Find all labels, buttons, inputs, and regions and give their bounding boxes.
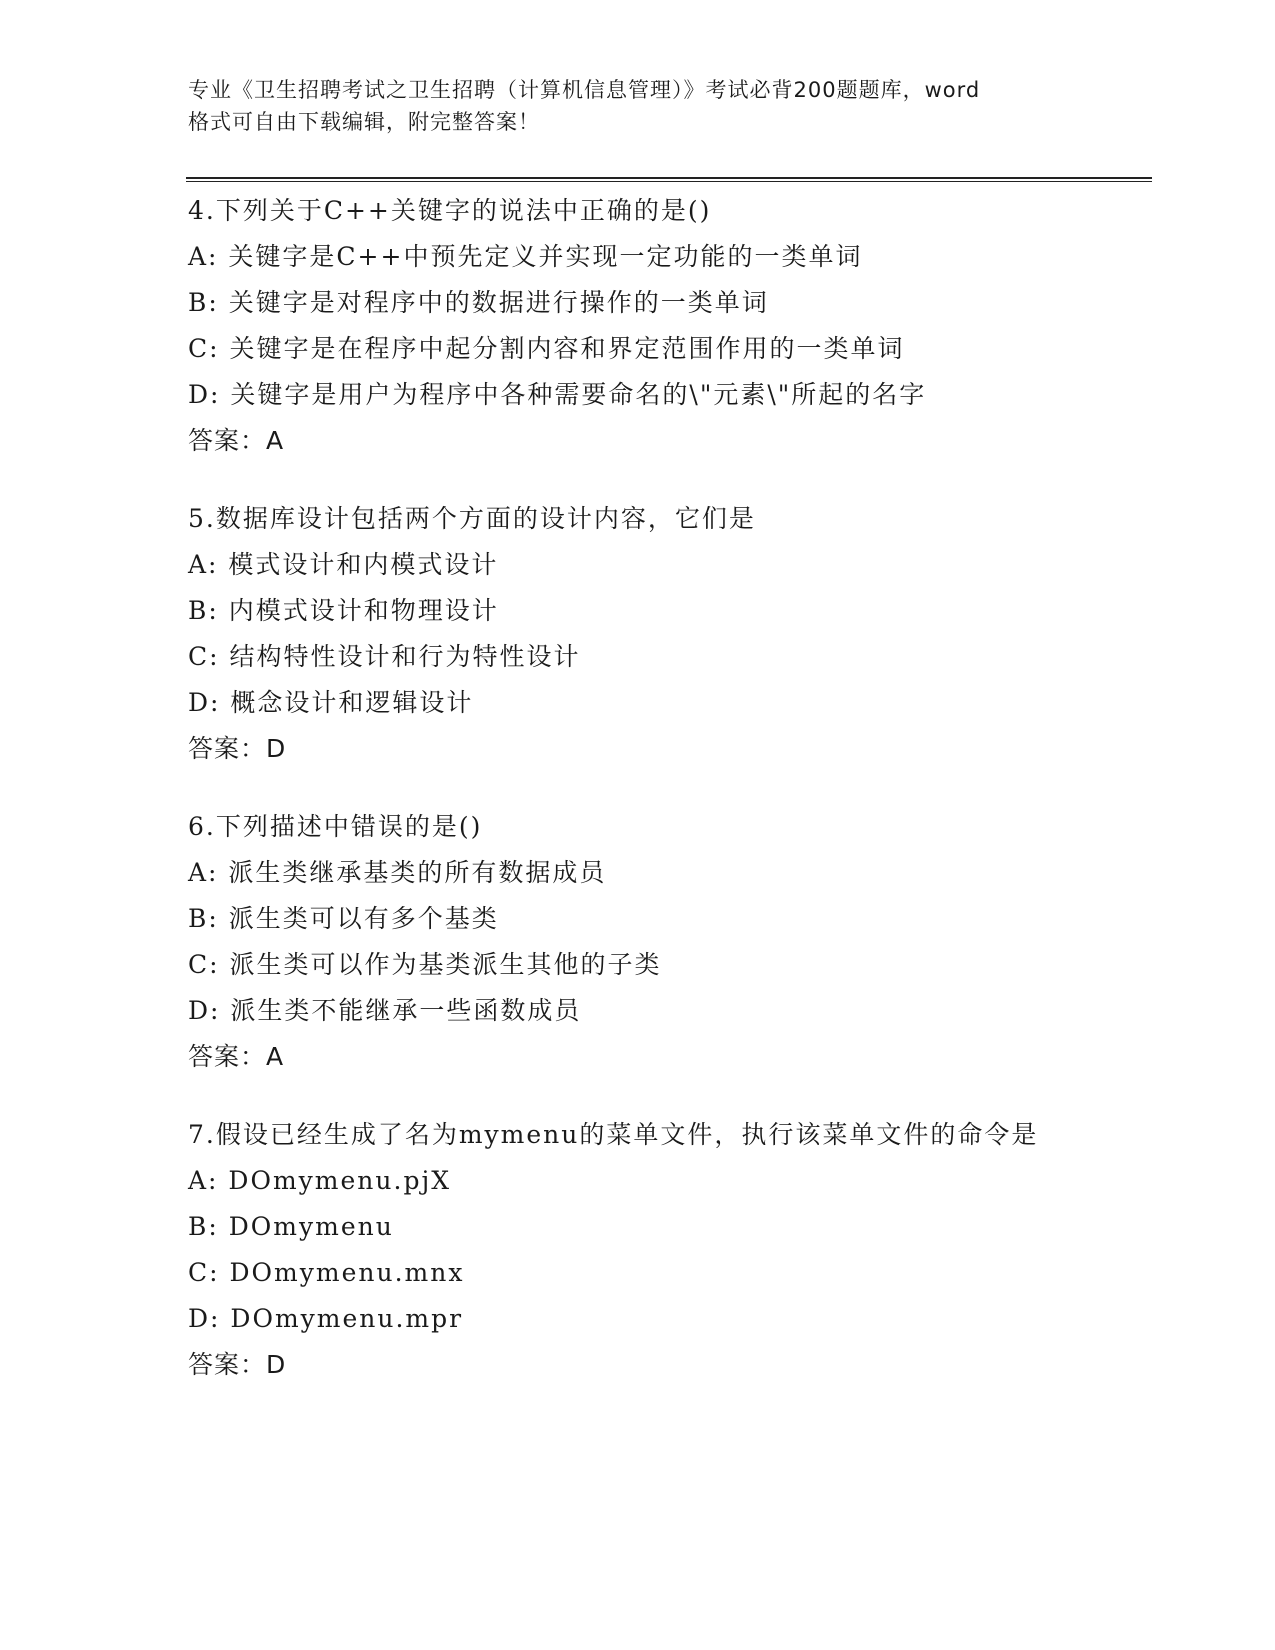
option-a: A: 关键字是C++中预先定义并实现一定功能的一类单词 [188, 242, 863, 271]
option-d: D: 概念设计和逻辑设计 [188, 688, 474, 717]
question-stem: 4.下列关于C++关键字的说法中正确的是() [188, 196, 712, 225]
option-d: D: 关键字是用户为程序中各种需要命名的\"元素\"所起的名字 [188, 380, 927, 409]
header-line-1: 专业《卫生招聘考试之卫生招聘（计算机信息管理）》考试必背200题题库，word [188, 78, 981, 102]
header-divider [186, 177, 1152, 182]
option-b: B: 关键字是对程序中的数据进行操作的一类单词 [188, 288, 769, 317]
answer: 答案：A [188, 1042, 285, 1071]
option-a: A: 模式设计和内模式设计 [188, 550, 499, 579]
option-d: D: DOmymenu.mpr [188, 1304, 464, 1333]
question-stem: 7.假设已经生成了名为mymenu的菜单文件，执行该菜单文件的命令是 [188, 1120, 1039, 1149]
question-7 [188, 1112, 1148, 1388]
question-5 [188, 496, 1148, 772]
document-header [188, 74, 1088, 138]
header-line-2: 格式可自由下载编辑，附完整答案！ [188, 110, 540, 134]
option-b: B: 内模式设计和物理设计 [188, 596, 499, 625]
option-c: C: DOmymenu.mnx [188, 1258, 465, 1287]
option-c: C: 派生类可以作为基类派生其他的子类 [188, 950, 662, 979]
option-b: B: DOmymenu [188, 1212, 394, 1241]
answer: 答案：D [188, 734, 287, 763]
option-b: B: 派生类可以有多个基类 [188, 904, 499, 933]
question-6 [188, 804, 1148, 1080]
question-4 [188, 188, 1148, 464]
question-list [188, 188, 1148, 1420]
answer: 答案：D [188, 1350, 287, 1379]
answer: 答案：A [188, 426, 285, 455]
option-d: D: 派生类不能继承一些函数成员 [188, 996, 582, 1025]
option-c: C: 结构特性设计和行为特性设计 [188, 642, 581, 671]
question-stem: 5.数据库设计包括两个方面的设计内容，它们是 [188, 504, 756, 533]
question-stem: 6.下列描述中错误的是() [188, 812, 483, 841]
option-a: A: DOmymenu.pjX [188, 1166, 451, 1195]
option-a: A: 派生类继承基类的所有数据成员 [188, 858, 607, 887]
option-c: C: 关键字是在程序中起分割内容和界定范围作用的一类单词 [188, 334, 905, 363]
